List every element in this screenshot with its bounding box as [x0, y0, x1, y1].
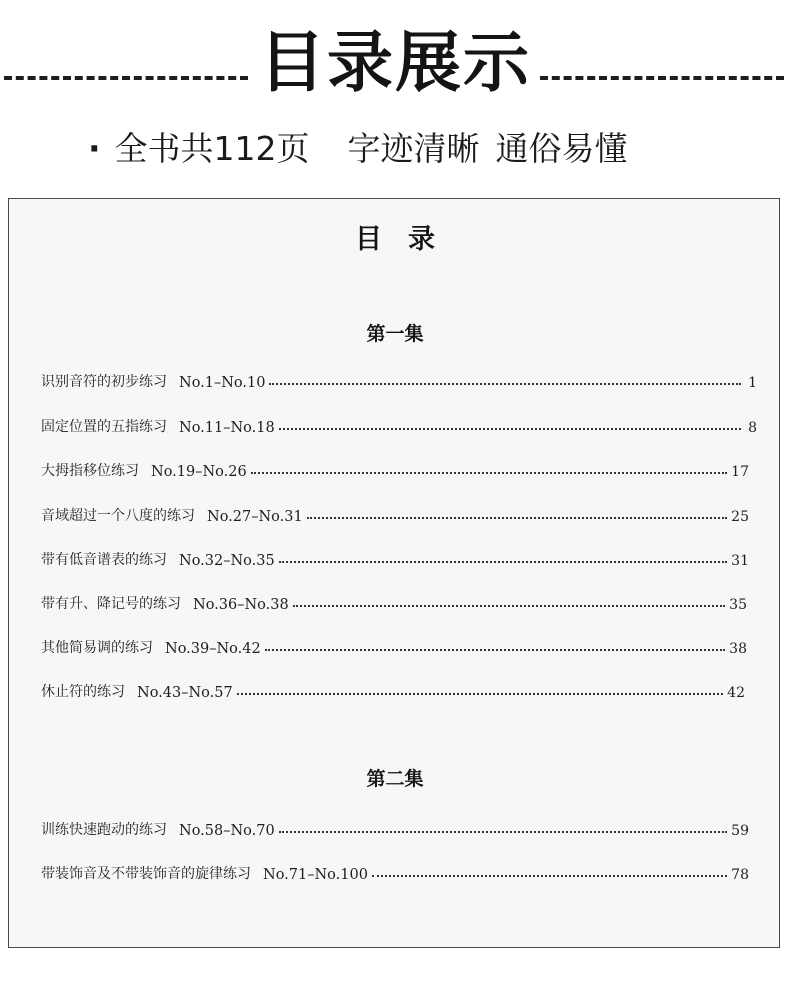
subtitle	[88, 124, 628, 174]
toc-entry	[41, 677, 745, 701]
entry-page: 17	[731, 464, 749, 480]
toc-entry	[41, 859, 749, 883]
entry-title: 带装饰音及不带装饰音的旋律练习	[41, 866, 251, 882]
entry-page: 78	[731, 867, 749, 883]
entry-title: 音域超过一个八度的练习	[41, 508, 195, 524]
entry-title: 训练快速跑动的练习	[41, 822, 167, 838]
entry-page: 59	[731, 823, 749, 839]
dot-leader	[279, 830, 727, 833]
toc-page	[8, 198, 780, 948]
entry-range: No.19–No.26	[151, 464, 247, 480]
dot-leader	[307, 516, 727, 519]
entry-page: 8	[748, 420, 757, 436]
toc-entry	[41, 633, 747, 657]
dot-leader	[265, 648, 725, 651]
entry-range: No.1–No.10	[179, 375, 266, 391]
dot-leader	[372, 874, 727, 877]
entry-range: No.58–No.70	[179, 823, 275, 839]
entry-range: No.11–No.18	[179, 420, 275, 436]
dot-leader	[279, 427, 741, 430]
dot-leader	[269, 382, 741, 385]
entry-range: No.32–No.35	[179, 553, 275, 569]
entry-title: 固定位置的五指练习	[41, 419, 167, 435]
banner	[0, 14, 790, 110]
entry-title: 带有升、降记号的练习	[41, 596, 181, 612]
dot-leader	[279, 560, 727, 563]
entry-range: No.39–No.42	[165, 641, 261, 657]
entry-page: 1	[748, 375, 757, 391]
entry-range: No.43–No.57	[137, 685, 233, 701]
toc-entry	[41, 545, 749, 569]
toc-title: 目录	[355, 224, 461, 255]
entry-title: 其他简易调的练习	[41, 640, 153, 656]
entry-title: 休止符的练习	[41, 684, 125, 700]
toc-entry	[41, 589, 747, 613]
entry-title: 识别音符的初步练习	[41, 374, 167, 390]
toc-entry	[41, 815, 749, 839]
toc-entry	[41, 367, 757, 391]
subtitle-pages: 全书共112页	[114, 129, 310, 168]
entry-page: 31	[731, 553, 749, 569]
toc-entry	[41, 412, 757, 436]
entry-range: No.36–No.38	[193, 597, 289, 613]
entry-range: No.27–No.31	[207, 509, 303, 525]
entry-page: 25	[731, 509, 749, 525]
subtitle-clear: 字迹清晰	[347, 129, 480, 168]
entry-page: 35	[729, 597, 747, 613]
entry-page: 38	[729, 641, 747, 657]
dot-leader	[293, 604, 725, 607]
dot-leader	[237, 692, 723, 695]
entry-title: 带有低音谱表的练习	[41, 552, 167, 568]
dashed-divider-left	[4, 76, 248, 80]
toc-entry	[41, 501, 749, 525]
entry-title: 大拇指移位练习	[41, 463, 139, 479]
entry-page: 42	[727, 685, 745, 701]
section-heading: 第二集	[366, 768, 424, 790]
banner-title: 目录展示	[259, 23, 531, 101]
bullet-icon: ·	[88, 129, 101, 168]
dashed-divider-right	[540, 76, 784, 80]
entry-range: No.71–No.100	[263, 867, 368, 883]
toc-entry	[41, 456, 749, 480]
section-heading: 第一集	[366, 323, 424, 345]
dot-leader	[251, 471, 727, 474]
subtitle-easy: 通俗易懂	[495, 129, 628, 168]
